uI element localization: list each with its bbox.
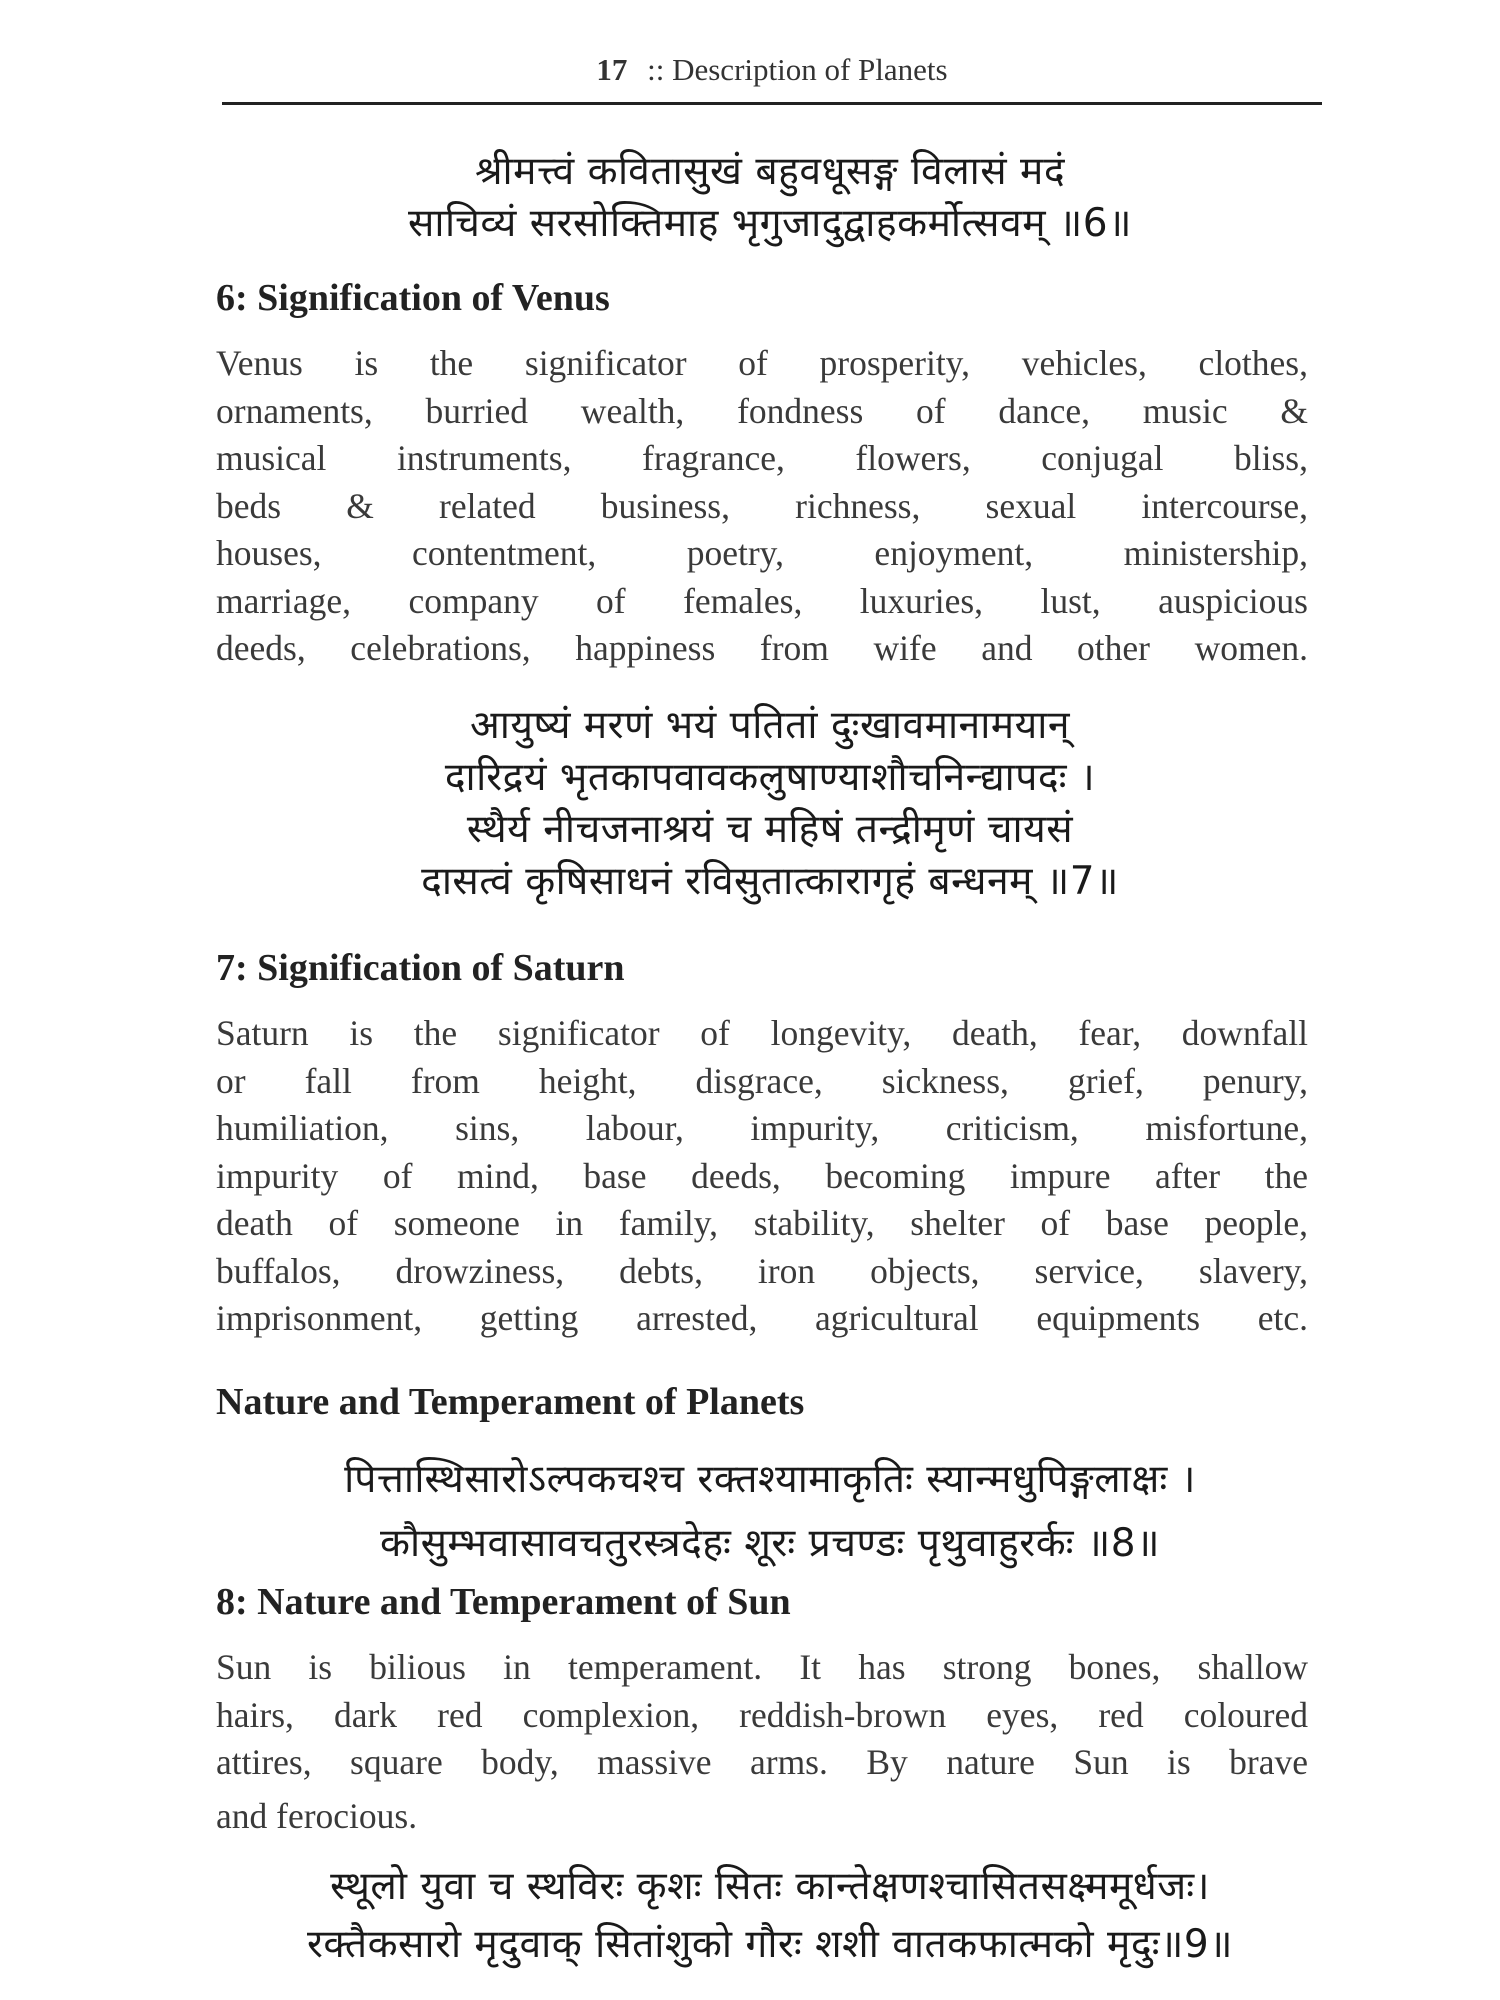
section-heading-venus: 6: Signification of Venus <box>216 277 610 319</box>
text-line: deeds, celebrations, happiness from wife and other women. <box>216 628 1308 668</box>
running-title: :: Description of Planets <box>647 52 948 87</box>
text-line: imprisonment, getting arrested, agricultural equipments etc. <box>216 1298 1308 1338</box>
paragraph-venus <box>216 340 1308 673</box>
text-line: buffalos, drowziness, debts, iron objects, service, slavery, <box>216 1250 1308 1291</box>
verse-line: आयुष्यं मरणं भयं पतितां दुःखावमानामयान् <box>470 703 1070 748</box>
verse-line: स्थैर्य नीचजनाश्रयं च महिषं तन्द्रीमृणं चायसं <box>466 807 1074 852</box>
verse-line: दारिद्रयं भृतकापवावकलुषाण्याशौचनिन्द्यापदः । <box>444 755 1096 800</box>
paragraph-saturn <box>216 1010 1308 1343</box>
text-line: attires, square body, massive arms. By nature Sun is brave <box>216 1742 1308 1782</box>
page-number: 17 <box>596 52 628 87</box>
page-header <box>222 52 1322 88</box>
text-line: musical instruments, fragrance, flowers, conjugal bliss, <box>216 438 1308 478</box>
paragraph-sun <box>216 1644 1308 1840</box>
section-heading-nature: Nature and Temperament of Planets <box>216 1381 805 1423</box>
verse-line: रक्तैकसारो मृदुवाक् सितांशुको गौरः शशी वातकफात्मको मृदुः॥9॥ <box>306 1922 1234 1967</box>
verse-line: पित्तास्थिसारोऽल्पकचश्च रक्तश्यामाकृतिः स्यान्मधुपिङ्गलाक्षः । <box>344 1457 1196 1502</box>
header-rule <box>222 102 1322 105</box>
verse-8 <box>200 1448 1340 1576</box>
verse-line: कौसुम्भवासावचतुरस्त्रदेहः शूरः प्रचण्डः पृथुवाहुरर्कः ॥8॥ <box>380 1521 1160 1566</box>
text-line: and ferocious. <box>216 1795 418 1836</box>
text-line: ornaments, burried wealth, fondness of dance, music & <box>216 390 1308 431</box>
text-line: hairs, dark red complexion, reddish-brown eyes, red coloured <box>216 1694 1308 1735</box>
text-line: Venus is the significator of prosperity, vehicles, clothes, <box>216 343 1308 383</box>
text-line: marriage, company of females, luxuries, lust, auspicious <box>216 580 1308 621</box>
verse-line: दासत्वं कृषिसाधनं रविसुतात्कारागृहं बन्धनम् ॥7॥ <box>421 859 1119 904</box>
text-line: Saturn is the significator of longevity, death, fear, downfall <box>216 1013 1308 1053</box>
text-line: or fall from height, disgrace, sickness, grief, penury, <box>216 1060 1308 1101</box>
verse-line: साचिव्यं सरसोक्तिमाह भृगुजादुद्वाहकर्मोत्सवम् ॥6॥ <box>408 201 1132 246</box>
section-heading-saturn: 7: Signification of Saturn <box>216 947 625 989</box>
text-line: impurity of mind, base deeds, becoming impure after the <box>216 1155 1308 1196</box>
verse-6 <box>200 146 1340 250</box>
verse-line: श्रीमत्त्वं कवितासुखं बहुवधूसङ्ग विलासं मदं <box>474 149 1066 194</box>
text-line: death of someone in family, stability, shelter of base people, <box>216 1203 1308 1243</box>
text-line: beds & related business, richness, sexual intercourse, <box>216 485 1308 526</box>
verse-line: स्थूलो युवा च स्थविरः कृशः सितः कान्तेक्षणश्चासितसक्ष्ममूर्धजः। <box>330 1864 1210 1909</box>
text-line: humiliation, sins, labour, impurity, criticism, misfortune, <box>216 1108 1308 1148</box>
verse-7 <box>200 700 1340 908</box>
section-heading-sun: 8: Nature and Temperament of Sun <box>216 1581 791 1623</box>
text-line: Sun is bilious in temperament. It has strong bones, shallow <box>216 1647 1308 1687</box>
verse-9 <box>200 1858 1340 1974</box>
text-line: houses, contentment, poetry, enjoyment, ministership, <box>216 533 1308 573</box>
